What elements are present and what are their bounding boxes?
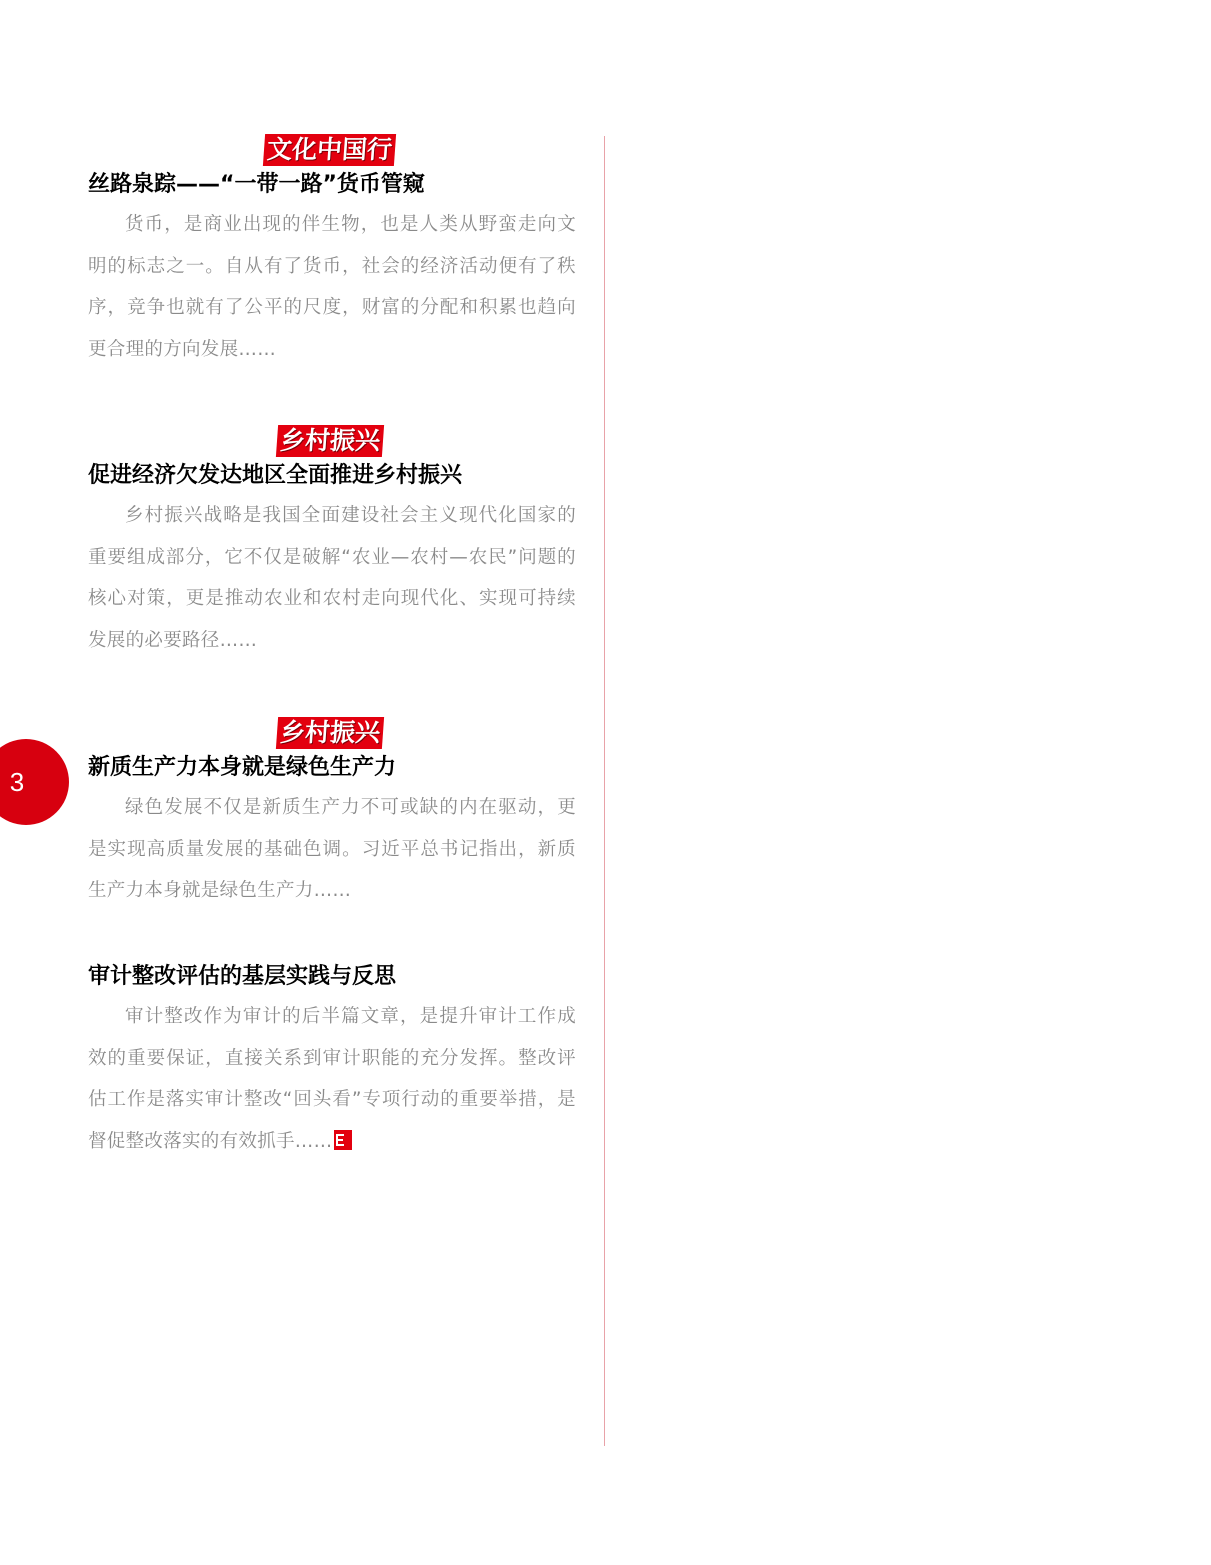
end-of-article-icon [334, 1130, 352, 1150]
article-title[interactable]: 丝路泉踪——“一带一路”货币管窥 [88, 172, 425, 197]
page-number-badge [0, 739, 69, 825]
section-tag-label: 文化中国行 [263, 134, 396, 166]
article-summary: 乡村振兴战略是我国全面建设社会主义现代化国家的重要组成部分，它不仅是破解“农业—农村—农民”问题的核心对策，更是推动农业和农村走向现代化、实现可持续发展的必要路径…… [88, 505, 576, 651]
article-title[interactable]: 促进经济欠发达地区全面推进乡村振兴 [88, 463, 463, 488]
article-title[interactable]: 新质生产力本身就是绿色生产力 [88, 755, 397, 780]
article-green-productivity[interactable] [88, 717, 576, 912]
column-divider [604, 136, 605, 1446]
article-summary [88, 996, 576, 1162]
article-audit-rectification[interactable] [88, 962, 576, 1162]
article-title[interactable]: 审计整改评估的基层实践与反思 [88, 964, 397, 989]
article-summary: 绿色发展不仅是新质生产力不可或缺的内在驱动，更是实现高质量发展的基础色调。习近平总书记指出，新质生产力本身就是绿色生产力…… [88, 797, 576, 901]
section-tag [84, 134, 576, 170]
article-silk-road-currency[interactable] [88, 134, 576, 370]
article-summary-text: 审计整改作为审计的后半篇文章，是提升审计工作成效的重要保证，直接关系到审计职能的充分发挥。整改评估工作是落实审计整改“回头看”专项行动的重要举措，是督促整改落实的有效抓手…… [88, 1006, 576, 1152]
section-tag-label: 乡村振兴 [276, 717, 384, 749]
page-number: 3 [9, 767, 25, 797]
article-rural-revitalization[interactable] [88, 425, 576, 661]
section-tag [84, 425, 576, 461]
section-tag-label: 乡村振兴 [276, 425, 384, 457]
article-summary: 货币，是商业出现的伴生物，也是人类从野蛮走向文明的标志之一。自从有了货币，社会的经济活动便有了秩序，竞争也就有了公平的尺度，财富的分配和积累也趋向更合理的方向发展…… [88, 214, 576, 360]
section-tag [84, 717, 576, 753]
